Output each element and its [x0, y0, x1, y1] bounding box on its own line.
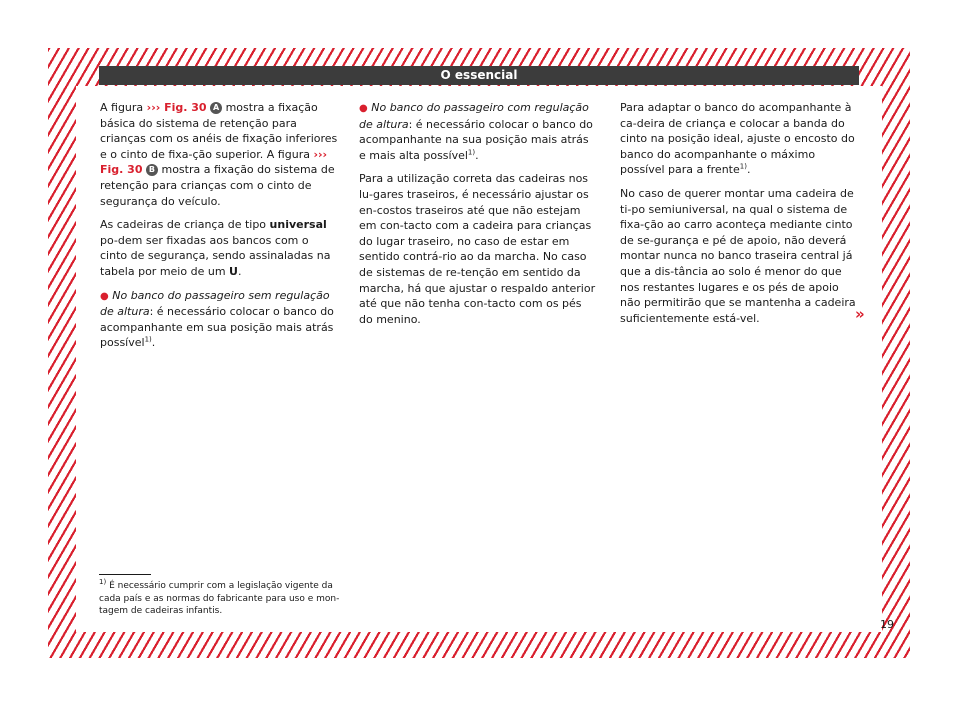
text: A figura: [100, 101, 147, 114]
text: .: [237, 264, 242, 278]
text: mostra a fixação básica do sistema de retenção para crianças com os anéis de fixação inferiores e o cinto de fixa-ção superior. A figura: [100, 101, 338, 161]
figure-link[interactable]: Fig. 30: [100, 163, 143, 177]
text: As cadeiras de criança de tipo: [100, 218, 270, 232]
text: : é necessário colocar o banco do acompanhante em sua posição mais atrás possível: [100, 305, 334, 350]
text: .: [746, 163, 751, 177]
footnote-divider: [99, 574, 151, 575]
text: mostra a fixação do sistema de retenção para crianças com o cinto de segurança do veículo.: [100, 163, 335, 208]
callout-b-badge: B: [146, 164, 158, 176]
paragraph: Para a utilização correta das cadeiras nos lu-gares traseiros, é necessário ajustar os en-costos traseiros até que não estejam em con-tacto com a cadeira para crianças do lugar traseiro, no caso de estar em sentido contrá-rio ao da marcha. No caso de sistemas de re-tenção em sentido da marcha, há que ajustar o respaldo anterior até que não tenha con-tacto com os pés do menino.: [359, 172, 596, 326]
section-title: O essencial: [440, 68, 518, 82]
text: : é necessário colocar o banco do acompanhante na sua posição mais atrás e mais alta possível: [359, 117, 593, 162]
page-number: 19: [880, 618, 894, 631]
paragraph: [100, 217, 338, 279]
italic-term: No banco do passageiro sem regulação de altura: [100, 288, 330, 319]
paragraph: No caso de querer montar uma cadeira de ti-po semiuniversal, na qual o sistema de fixa-ção ao carro aconteça mediante cinto de se-gurança e pé de apoio, não deverá montar nunca no banco traseira central já que a dis-tância ao solo é menor do que nos restantes lugares e os pés de apoio não permitirão que se mantenha a cadeira suficientemente está-vel.: [620, 186, 856, 325]
bold-term: universal: [269, 218, 327, 232]
xref-arrow: ›››: [313, 147, 328, 161]
text: po-dem ser fixadas aos bancos com o cinto de segurança, sendo assinaladas na tabela por meio de um: [100, 233, 331, 278]
italic-term: No banco do passageiro com regulação de altura: [359, 101, 589, 131]
footnote: [99, 580, 344, 618]
text: .: [475, 148, 479, 162]
bullet-item: [359, 100, 597, 163]
callout-a-badge: A: [210, 102, 222, 114]
continue-marker-icon: »: [855, 305, 865, 323]
footnote-text: É necessário cumprir com a legislação vigente da cada país e as normas do fabricante para uso e mon-tagem de cadeiras infantis.: [99, 581, 340, 617]
text: .: [151, 336, 156, 350]
footnote-mark: 1): [99, 578, 107, 586]
column-2: [359, 100, 597, 335]
text: Para adaptar o banco do acompanhante à ca-deira de criança e colocar a banda do cinto na posição ideal, ajuste o encosto do banco do acompanhante o máximo possível para a frente: [620, 101, 855, 177]
footnote-ref: 1): [144, 335, 152, 344]
paragraph: [620, 100, 858, 178]
section-header: [99, 66, 859, 85]
bold-term: U: [229, 264, 238, 278]
bullet-icon: ●: [359, 103, 368, 114]
footnote-ref: 1): [739, 162, 747, 171]
paragraph: [100, 100, 338, 209]
figure-link[interactable]: Fig. 30: [160, 101, 207, 114]
column-1: [100, 100, 338, 359]
bullet-icon: ●: [100, 290, 109, 302]
column-3: [620, 100, 858, 334]
footnote-ref: 1): [467, 148, 476, 157]
bullet-item: [100, 288, 338, 351]
xref-arrow: ›››: [146, 101, 161, 114]
